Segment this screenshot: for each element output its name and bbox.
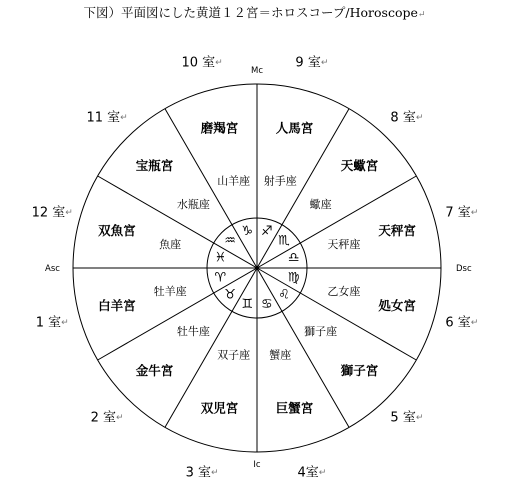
- constellation-label: 山羊座: [217, 174, 251, 188]
- house-label: 5 室↵: [390, 410, 424, 426]
- zodiac-glyph-icon: ♏︎: [278, 233, 290, 249]
- paragraph-mark: ↵: [415, 113, 424, 124]
- palace-label: 巨蟹宮: [275, 400, 314, 416]
- sector-divider-line: [98, 176, 257, 268]
- zodiac-glyph-icon: ♌︎: [278, 287, 290, 303]
- constellation-label: 獅子座: [304, 325, 338, 339]
- paragraph-mark: ↵: [215, 58, 223, 69]
- palace-label: 処女宮: [378, 298, 416, 313]
- palace-label: 天蠍宮: [340, 158, 379, 173]
- zodiac-glyph-icon: ♐︎: [260, 223, 273, 239]
- constellation-label: 魚座: [159, 238, 182, 252]
- paragraph-mark: ↵: [470, 208, 479, 219]
- palace-label: 磨羯宮: [200, 120, 239, 136]
- constellation-label: 牡羊座: [153, 284, 187, 298]
- constellation-label: 水瓶座: [176, 197, 210, 211]
- axis-label-asc: Asc: [45, 264, 60, 274]
- zodiac-glyph-icon: ♈︎: [214, 270, 227, 286]
- zodiac-glyph-icon: ♎︎: [287, 250, 300, 266]
- house-label: 8 室↵: [390, 110, 424, 126]
- constellation-label: 双子座: [217, 348, 251, 362]
- palace-label: 天秤宮: [378, 223, 416, 238]
- palace-label: 宝瓶宮: [135, 158, 174, 173]
- constellation-label: 蟹座: [269, 348, 292, 362]
- axis-label-mc: Mc: [250, 66, 264, 76]
- paragraph-mark: ↵: [211, 467, 219, 478]
- zodiac-glyph-icon: ♉︎: [224, 287, 236, 303]
- constellation-label: 牡牛座: [176, 325, 210, 339]
- house-label: 4室↵: [297, 465, 327, 481]
- zodiac-glyph-icon: ♊︎: [241, 297, 254, 313]
- axis-label-ic: Ic: [253, 460, 261, 470]
- house-label: 7 室↵: [445, 205, 479, 221]
- constellation-label: 射手座: [263, 174, 297, 188]
- palace-label: 双魚宮: [98, 223, 136, 238]
- constellation-label: 蠍座: [309, 197, 332, 211]
- zodiac-glyph-icon: ♒︎: [224, 233, 236, 249]
- palace-label: 獅子宮: [340, 363, 379, 378]
- constellation-label: 乙女座: [327, 284, 361, 298]
- house-label: 9 室↵: [295, 55, 329, 71]
- paragraph-mark: ↵: [470, 317, 479, 328]
- axis-label-dsc: Dsc: [456, 264, 472, 274]
- paragraph-mark: ↵: [61, 317, 69, 328]
- sector-divider-line: [257, 176, 416, 268]
- palace-label: 人馬宮: [275, 120, 314, 136]
- house-label: 12 室↵: [31, 205, 73, 221]
- zodiac-glyph-icon: ♑︎: [241, 223, 254, 239]
- paragraph-mark: ↵: [116, 412, 124, 423]
- house-label: 10 室↵: [181, 55, 223, 71]
- house-label: 3 室↵: [185, 465, 219, 481]
- caption-paragraph-mark: ↵: [417, 10, 426, 20]
- palace-label: 金牛宮: [135, 363, 174, 378]
- paragraph-mark: ↵: [320, 58, 329, 69]
- zodiac-glyph-icon: ♋︎: [260, 297, 273, 313]
- sector-divider-line: [257, 268, 416, 360]
- constellation-label: 天秤座: [327, 238, 361, 252]
- palace-label: 白羊宮: [98, 298, 136, 313]
- paragraph-mark: ↵: [120, 113, 128, 124]
- paragraph-mark: ↵: [318, 467, 327, 478]
- paragraph-mark: ↵: [415, 412, 424, 423]
- zodiac-glyph-icon: ♍︎: [287, 270, 300, 286]
- paragraph-mark: ↵: [65, 208, 73, 219]
- house-label: 2 室↵: [90, 410, 124, 426]
- palace-label: 双児宮: [200, 400, 239, 416]
- house-label: 6 室↵: [445, 315, 479, 331]
- sector-dividers: [73, 84, 441, 452]
- caption-text: 下図）平面図にした黄道１２宮＝ホロスコープ/Horoscope: [83, 5, 418, 20]
- house-label: 1 室↵: [35, 315, 69, 331]
- house-label: 11 室↵: [86, 110, 128, 126]
- sector-divider-line: [98, 268, 257, 360]
- zodiac-glyph-icon: ♓︎: [214, 250, 227, 266]
